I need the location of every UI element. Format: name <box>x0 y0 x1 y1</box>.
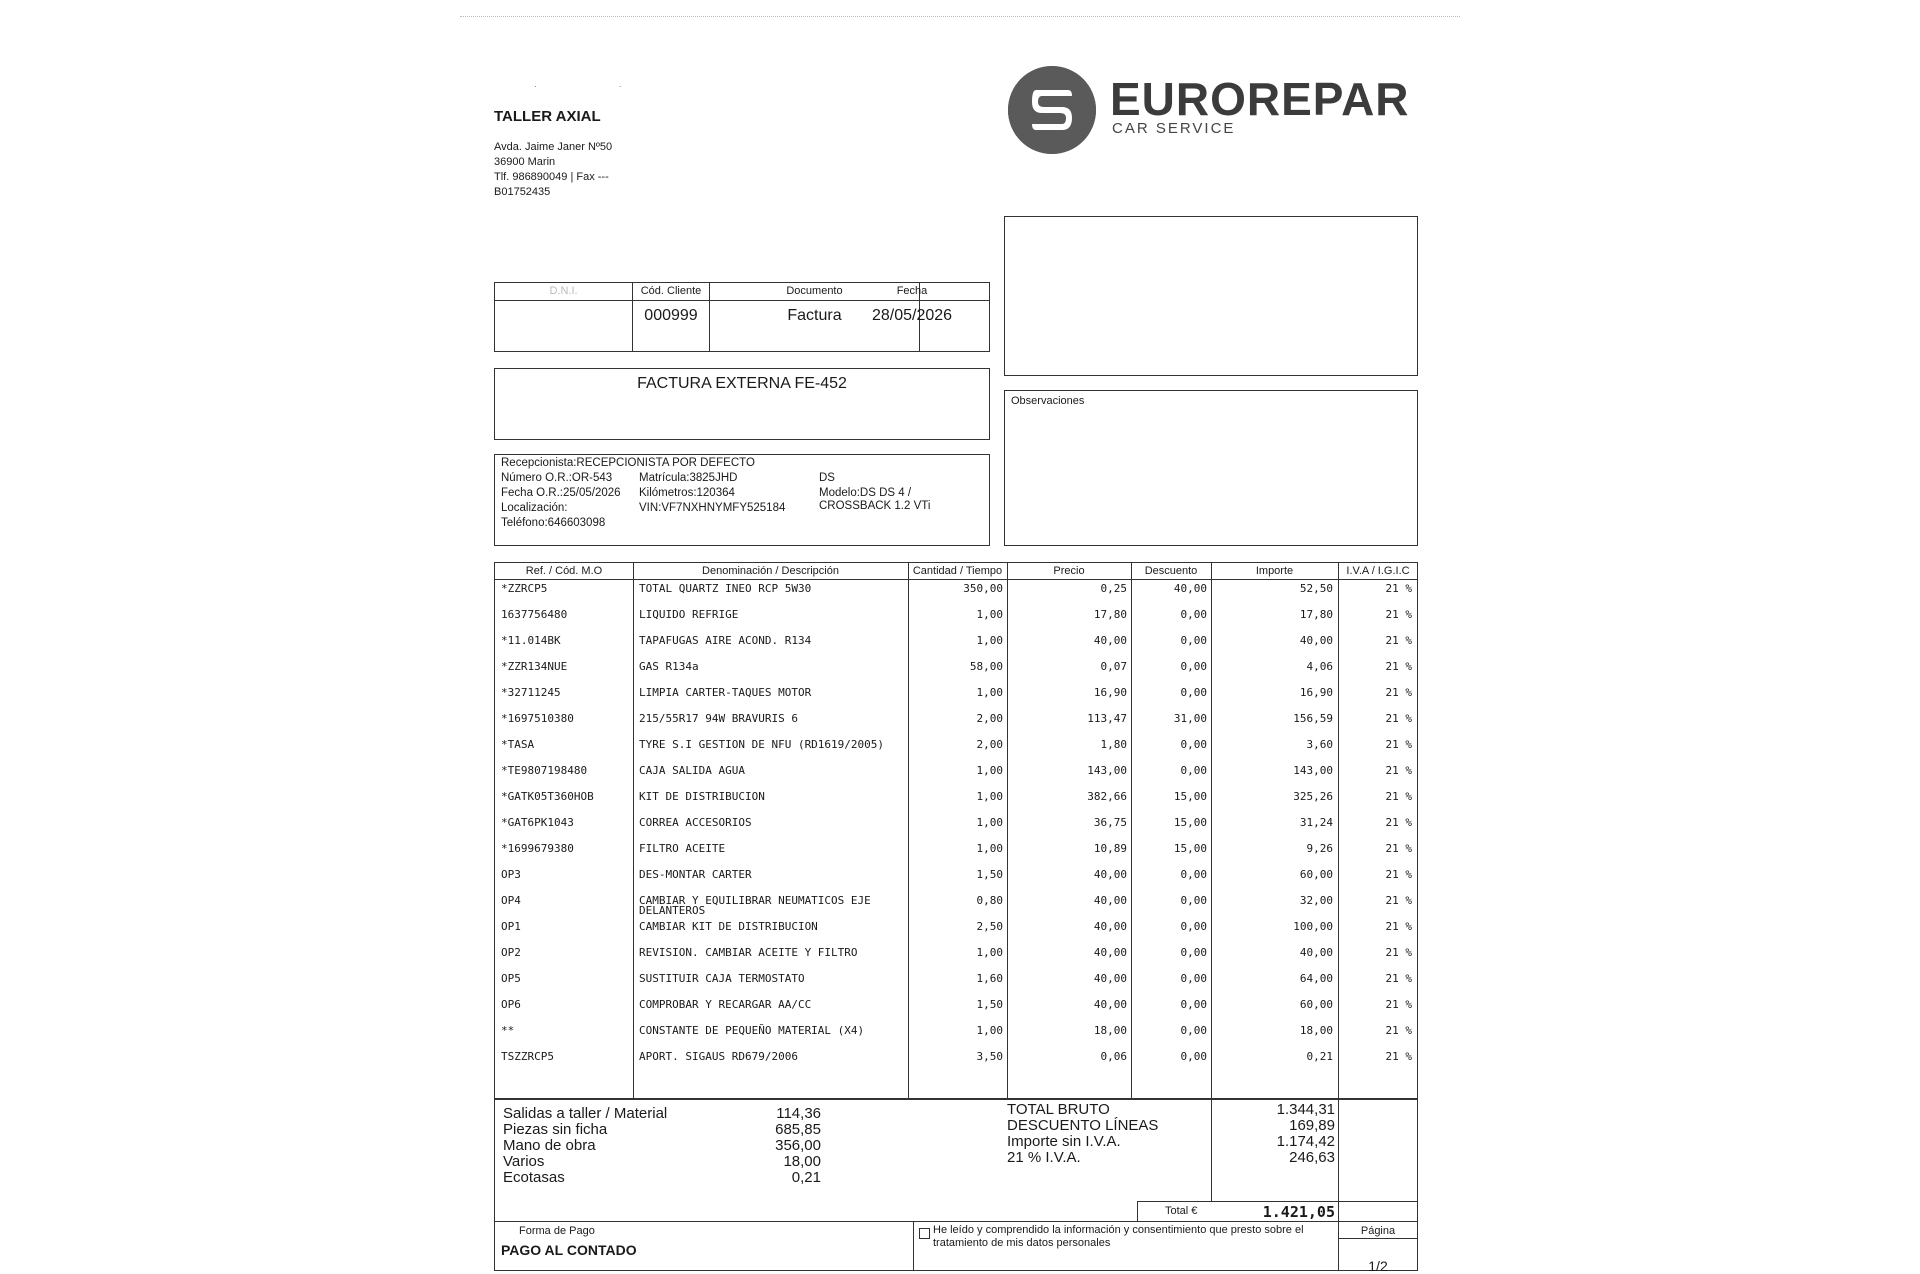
cell-description: CAMBIAR Y EQUILIBRAR NEUMATICOS EJE <box>639 894 871 907</box>
cell-quantity: 2,50 <box>976 920 1003 933</box>
cell-ref: OP5 <box>501 972 521 985</box>
cell-description: CONSTANTE DE PEQUEÑO MATERIAL (X4) <box>639 1024 865 1037</box>
document-value: Factura <box>787 307 842 324</box>
description-continuation: DELANTEROS <box>639 904 706 917</box>
header-description: Denominación / Descripción <box>702 565 839 577</box>
order-date: Fecha O.R.:25/05/2026 <box>501 487 621 499</box>
date-label: Fecha <box>896 285 928 297</box>
company-phone: Tlf. 986890049 | Fax --- <box>494 171 609 183</box>
order-number: Número O.R.:OR-543 <box>501 472 613 484</box>
total-value: 1.421,05 <box>1262 1203 1335 1221</box>
document-label: Documento <box>786 285 843 297</box>
cell-vat: 21 % <box>1385 816 1412 829</box>
cell-vat: 21 % <box>1385 868 1412 881</box>
vehicle-model: Modelo:DS DS 4 / <box>819 487 912 499</box>
cell-vat: 21 % <box>1385 608 1412 621</box>
cell-discount: 0,00 <box>1180 1024 1207 1037</box>
repair-order-box <box>494 454 990 546</box>
summary-value-material: 114,36 <box>776 1105 821 1122</box>
cell-vat: 21 % <box>1385 790 1412 803</box>
cell-amount: 0,21 <box>1306 1050 1333 1063</box>
document-header-table <box>494 282 990 352</box>
cell-price: 0,07 <box>1100 660 1127 673</box>
company-address: Avda. Jaime Janer Nº50 <box>494 141 613 153</box>
cell-price: 1,80 <box>1100 738 1127 751</box>
cell-vat: 21 % <box>1385 972 1412 985</box>
cell-quantity: 1,00 <box>976 790 1003 803</box>
date-column <box>835 283 989 351</box>
consent-checkbox[interactable] <box>919 1228 930 1239</box>
cell-amount: 52,50 <box>1299 582 1333 595</box>
cell-description: APORT. SIGAUS RD679/2006 <box>639 1050 798 1063</box>
total-line <box>1137 1201 1417 1202</box>
cell-amount: 16,90 <box>1299 686 1333 699</box>
line-discount-value: 169,89 <box>1289 1117 1335 1134</box>
cell-quantity: 1,00 <box>976 842 1003 855</box>
cell-price: 40,00 <box>1093 998 1127 1011</box>
cell-vat: 21 % <box>1385 842 1412 855</box>
cell-quantity: 3,50 <box>976 1050 1003 1063</box>
cell-ref: *GAT6PK1043 <box>501 816 574 829</box>
cell-price: 36,75 <box>1093 816 1127 829</box>
cell-amount: 40,00 <box>1299 634 1333 647</box>
client-address-box <box>1004 216 1418 376</box>
cell-vat: 21 % <box>1385 634 1412 647</box>
cell-quantity: 1,00 <box>976 686 1003 699</box>
header-quantity: Cantidad / Tiempo <box>912 565 1003 577</box>
summary-value-labor: 356,00 <box>775 1137 821 1154</box>
dni-label: D.N.I. <box>549 285 578 297</box>
cell-vat: 21 % <box>1385 686 1412 699</box>
cell-ref: OP6 <box>501 998 521 1011</box>
cell-quantity: 1,00 <box>976 946 1003 959</box>
cell-discount: 0,00 <box>1180 920 1207 933</box>
cell-amount: 100,00 <box>1293 920 1333 933</box>
location: Localización: <box>501 502 568 514</box>
cell-ref: ** <box>501 1024 515 1037</box>
cell-price: 16,90 <box>1093 686 1127 699</box>
client-code-cell <box>633 283 710 351</box>
cell-description: REVISION. CAMBIAR ACEITE Y FILTRO <box>639 946 858 959</box>
vehicle-plate: Matrícula:3825JHD <box>639 472 738 484</box>
cell-quantity: 1,00 <box>976 816 1003 829</box>
cell-description: CAMBIAR KIT DE DISTRIBUCION <box>639 920 818 933</box>
cell-discount: 0,00 <box>1180 738 1207 751</box>
summary-value-ecotax: 0,21 <box>791 1169 821 1186</box>
cell-ref: OP2 <box>501 946 521 959</box>
invoice-title-box <box>494 368 990 440</box>
cell-ref: *1699679380 <box>501 842 574 855</box>
vat-value: 246,63 <box>1289 1149 1335 1166</box>
cell-description: FILTRO ACEITE <box>639 842 726 855</box>
cell-discount: 0,00 <box>1180 764 1207 777</box>
cell-ref: TSZZRCP5 <box>501 1050 554 1063</box>
cell-quantity: 350,00 <box>963 582 1003 595</box>
cell-amount: 156,59 <box>1293 712 1333 725</box>
cell-description: KIT DE DISTRIBUCION <box>639 790 765 803</box>
cell-amount: 4,06 <box>1306 660 1333 673</box>
cell-ref: *TASA <box>501 738 535 751</box>
summary-label-misc: Varios <box>503 1153 545 1170</box>
company-city: 36900 Marin <box>494 156 556 168</box>
cell-quantity: 2,00 <box>976 712 1003 725</box>
vehicle-brand: DS <box>819 472 835 484</box>
cell-ref: *1697510380 <box>501 712 574 725</box>
logo-brand: EUROREPAR <box>1110 73 1410 125</box>
customer-phone: Teléfono:646603098 <box>501 517 606 529</box>
cell-price: 113,47 <box>1087 712 1127 725</box>
cell-ref: OP1 <box>501 920 521 933</box>
cell-price: 143,00 <box>1087 764 1127 777</box>
summary-label-parts: Piezas sin ficha <box>503 1121 608 1138</box>
cell-discount: 0,00 <box>1180 660 1207 673</box>
cell-discount: 0,00 <box>1180 894 1207 907</box>
client-code-label: Cód. Cliente <box>640 285 702 297</box>
company-tax-id: B01752435 <box>494 186 551 198</box>
net-amount-label: Importe sin I.V.A. <box>1007 1133 1121 1150</box>
cell-quantity: 0,80 <box>976 894 1003 907</box>
observations-label: Observaciones <box>1011 395 1085 407</box>
cell-vat: 21 % <box>1385 738 1412 751</box>
cell-vat: 21 % <box>1385 998 1412 1011</box>
consent-text-cont: tratamiento de mis datos personales <box>933 1237 1111 1249</box>
cell-price: 40,00 <box>1093 972 1127 985</box>
cell-ref: *ZZR134NUE <box>501 660 568 673</box>
cell-description: TYRE S.I GESTION DE NFU (RD1619/2005) <box>639 738 885 751</box>
dni-cell <box>495 283 633 351</box>
cell-quantity: 1,00 <box>976 634 1003 647</box>
summary-label-labor: Mano de obra <box>503 1137 596 1154</box>
cell-quantity: 2,00 <box>976 738 1003 751</box>
date-value: 28/05/2026 <box>871 307 953 324</box>
cell-description: 215/55R17 94W BRAVURIS 6 <box>639 712 798 725</box>
cell-vat: 21 % <box>1385 764 1412 777</box>
observations-box <box>1004 390 1418 546</box>
summary-label-material: Salidas a taller / Material <box>503 1105 668 1122</box>
cell-discount: 0,00 <box>1180 686 1207 699</box>
cell-price: 40,00 <box>1093 946 1127 959</box>
summary-label-ecotax: Ecotasas <box>503 1169 565 1186</box>
invoice-title: FACTURA EXTERNA FE-452 <box>637 375 847 392</box>
cell-amount: 64,00 <box>1299 972 1333 985</box>
cell-description: CORREA ACCESORIOS <box>639 816 752 829</box>
payment-method-value: PAGO AL CONTADO <box>501 1242 637 1258</box>
logo-emblem-icon <box>1008 66 1096 154</box>
total-divider <box>1137 1201 1138 1221</box>
cell-ref: 1637756480 <box>501 608 568 621</box>
invoice-items-table <box>494 562 1418 1100</box>
consent-text: He leído y comprendido la información y consentimiento que presto sobre el <box>933 1224 1304 1236</box>
cell-vat: 21 % <box>1385 894 1412 907</box>
cell-price: 10,89 <box>1093 842 1127 855</box>
header-separator <box>495 579 1417 580</box>
gross-total-label: TOTAL BRUTO <box>1007 1101 1110 1118</box>
page-top-edge <box>460 16 1460 17</box>
cell-vat: 21 % <box>1385 1050 1412 1063</box>
cell-discount: 0,00 <box>1180 608 1207 621</box>
totals-section <box>494 1098 1418 1222</box>
scan-marks: · · <box>534 82 662 91</box>
cell-vat: 21 % <box>1385 582 1412 595</box>
cell-discount: 31,00 <box>1173 712 1207 725</box>
cell-vat: 21 % <box>1385 712 1412 725</box>
net-amount-value: 1.174,42 <box>1276 1133 1335 1150</box>
cell-price: 0,25 <box>1100 582 1127 595</box>
cell-price: 40,00 <box>1093 868 1127 881</box>
cell-discount: 0,00 <box>1180 946 1207 959</box>
page-separator <box>1338 1238 1418 1239</box>
cell-amount: 60,00 <box>1299 868 1333 881</box>
cell-quantity: 1,50 <box>976 868 1003 881</box>
vehicle-vin: VIN:VF7NXHNYMFY525184 <box>639 502 786 514</box>
cell-ref: *11.014BK <box>501 634 561 647</box>
cell-vat: 21 % <box>1385 1024 1412 1037</box>
payment-method-label: Forma de Pago <box>519 1225 595 1237</box>
totals-divider <box>1338 1099 1339 1221</box>
cell-vat: 21 % <box>1385 946 1412 959</box>
cell-price: 17,80 <box>1093 608 1127 621</box>
header-ref: Ref. / Cód. M.O <box>525 565 603 577</box>
header-vat: I.V.A / I.G.I.C <box>1346 565 1410 577</box>
page-label: Página <box>1360 1225 1396 1237</box>
cell-amount: 60,00 <box>1299 998 1333 1011</box>
cell-discount: 0,00 <box>1180 1050 1207 1063</box>
header-discount: Descuento <box>1144 565 1198 577</box>
cell-description: LIMPIA CARTER-TAQUES MOTOR <box>639 686 812 699</box>
total-label: Total € <box>1165 1205 1198 1217</box>
cell-amount: 18,00 <box>1299 1024 1333 1037</box>
cell-amount: 143,00 <box>1293 764 1333 777</box>
cell-discount: 40,00 <box>1173 582 1207 595</box>
cell-description: TOTAL QUARTZ INEO RCP 5W30 <box>639 582 812 595</box>
cell-price: 0,06 <box>1100 1050 1127 1063</box>
cell-price: 40,00 <box>1093 634 1127 647</box>
cell-quantity: 58,00 <box>969 660 1003 673</box>
cell-ref: *GATK05T360HOB <box>501 790 594 803</box>
cell-ref: *ZZRCP5 <box>501 582 548 595</box>
payment-section <box>494 1221 1418 1274</box>
cell-price: 40,00 <box>1093 894 1127 907</box>
cell-ref: OP4 <box>501 894 521 907</box>
cell-description: LIQUIDO REFRIGE <box>639 608 739 621</box>
header-separator <box>495 300 989 301</box>
vehicle-model-cont: CROSSBACK 1.2 VTi <box>819 500 931 512</box>
cell-amount: 40,00 <box>1299 946 1333 959</box>
page-number: 1/2 <box>1368 1258 1388 1274</box>
cell-discount: 0,00 <box>1180 868 1207 881</box>
cell-quantity: 1,00 <box>976 764 1003 777</box>
summary-value-misc: 18,00 <box>783 1153 821 1170</box>
cell-discount: 0,00 <box>1180 634 1207 647</box>
cell-description: DES-MONTAR CARTER <box>639 868 752 881</box>
header-price: Precio <box>1053 565 1085 577</box>
cell-price: 18,00 <box>1093 1024 1127 1037</box>
cell-amount: 9,26 <box>1306 842 1333 855</box>
cell-quantity: 1,50 <box>976 998 1003 1011</box>
cell-amount: 32,00 <box>1299 894 1333 907</box>
cell-discount: 15,00 <box>1173 790 1207 803</box>
vat-label: 21 % I.V.A. <box>1007 1149 1081 1166</box>
receptionist: Recepcionista:RECEPCIONISTA POR DEFECTO <box>501 457 755 469</box>
cell-discount: 15,00 <box>1173 816 1207 829</box>
cell-description: SUSTITUIR CAJA TERMOSTATO <box>639 972 805 985</box>
cell-description: TAPAFUGAS AIRE ACOND. R134 <box>639 634 812 647</box>
cell-description: GAS R134a <box>639 660 699 673</box>
cell-vat: 21 % <box>1385 920 1412 933</box>
line-discount-label: DESCUENTO LÍNEAS <box>1007 1117 1159 1134</box>
company-name: TALLER AXIAL <box>494 108 601 125</box>
logo-subtitle: CAR SERVICE <box>1112 120 1236 137</box>
cell-price: 382,66 <box>1087 790 1127 803</box>
header-amount: Importe <box>1255 565 1294 577</box>
cell-description: CAJA SALIDA AGUA <box>639 764 745 777</box>
payment-divider <box>913 1222 914 1270</box>
cell-discount: 15,00 <box>1173 842 1207 855</box>
cell-amount: 3,60 <box>1306 738 1333 751</box>
vehicle-km: Kilómetros:120364 <box>639 487 735 499</box>
cell-discount: 0,00 <box>1180 972 1207 985</box>
client-code-value: 000999 <box>644 307 698 324</box>
cell-quantity: 1,00 <box>976 608 1003 621</box>
cell-ref: *32711245 <box>501 686 561 699</box>
cell-discount: 0,00 <box>1180 998 1207 1011</box>
cell-quantity: 1,60 <box>976 972 1003 985</box>
eurorepar-logo <box>1008 66 1428 156</box>
cell-amount: 31,24 <box>1299 816 1333 829</box>
cell-description: COMPROBAR Y RECARGAR AA/CC <box>639 998 812 1011</box>
summary-value-parts: 685,85 <box>775 1121 821 1138</box>
cell-price: 40,00 <box>1093 920 1127 933</box>
cell-quantity: 1,00 <box>976 1024 1003 1037</box>
cell-amount: 325,26 <box>1293 790 1333 803</box>
cell-vat: 21 % <box>1385 660 1412 673</box>
gross-total-value: 1.344,31 <box>1276 1101 1335 1118</box>
cell-amount: 17,80 <box>1299 608 1333 621</box>
col-divider <box>633 563 634 1099</box>
cell-ref: OP3 <box>501 868 521 881</box>
cell-ref: *TE9807198480 <box>501 764 588 777</box>
